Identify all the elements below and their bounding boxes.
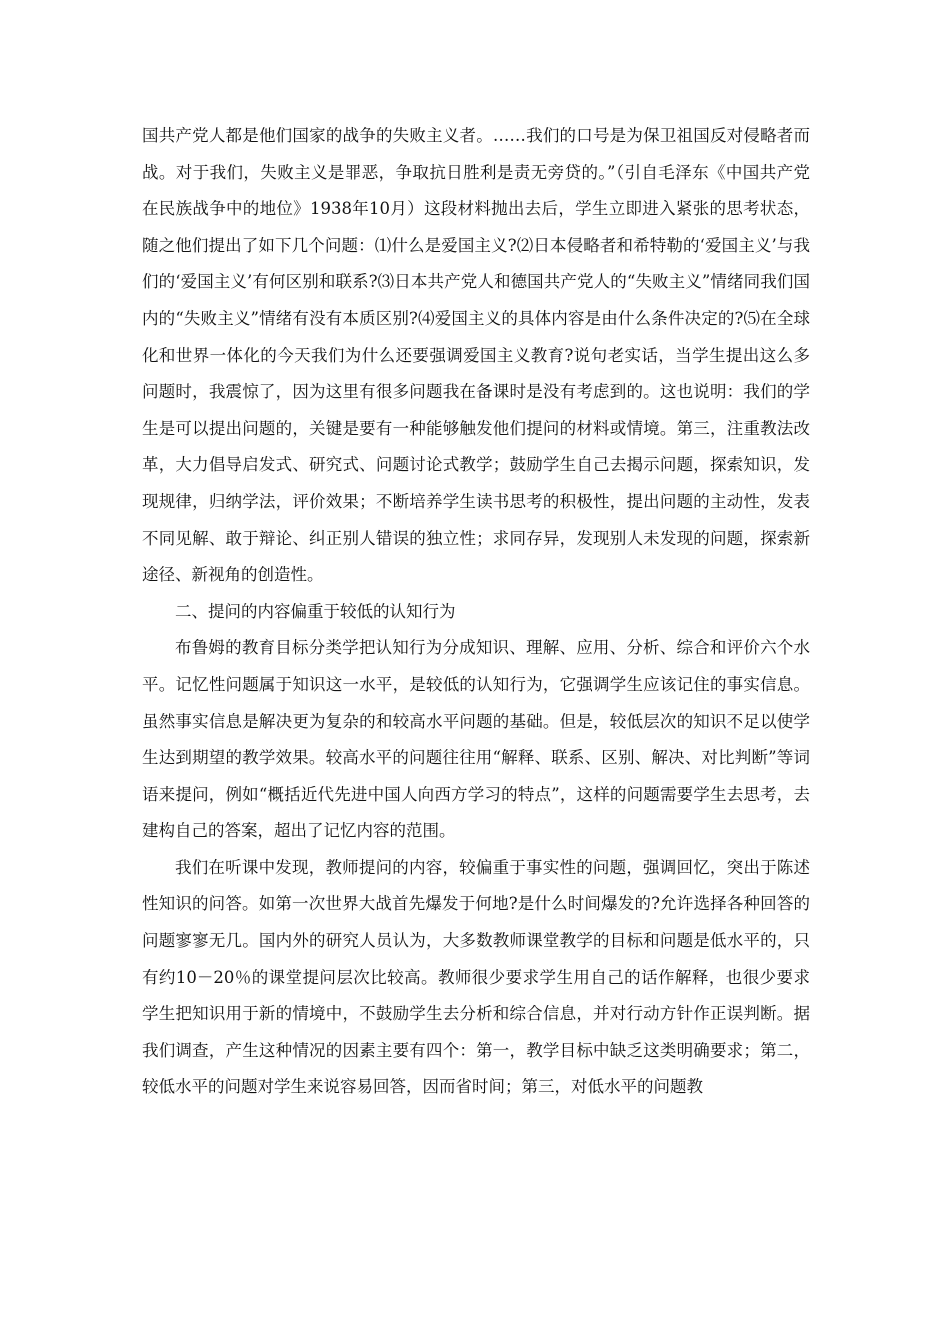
paragraph-bloom-taxonomy: 布鲁姆的教育目标分类学把认知行为分成知识、理解、应用、分析、综合和评价六个水平。记忆性问题属于知识这一水平，是较低的认知行为，它强调学生应该记住的事实信息。虽然事实信息是解决更为复杂的和较高水平问题的基础。但是，较低层次的知识不足以使学生达到期望的教学效果。较高水平的问题往往用“解释、联系、区别、解决、对比判断”等词语来提问，例如“概括近代先进中国人向西方学习的特点”，这样的问题需要学生去思考，去建构自己的答案，超出了记忆内容的范围。 [142,638,810,841]
section-heading: 二、提问的内容偏重于较低的认知行为 [175,601,456,621]
paragraph-classroom-observation: 我们在听课中发现，教师提问的内容，较偏重于事实性的问题，强调回忆，突出于陈述性知识的问答。如第一次世界大战首先爆发于何地?是什么时间爆发的?允许选择各种回答的问题寥寥无几。国内外的研究人员认为，大多数教师课堂教学的目标和问题是低水平的，只有约10－20％的课堂提问层次比较高。教师很少要求学生用自己的话作解释，也很少要求学生把知识用于新的情境中，不鼓励学生去分析和综合信息，并对行动方针作正误判断。据我们调查，产生这种情况的因素主要有四个：第一，教学目标中缺乏这类明确要求；第二，较低水平的问题对学生来说容易回答，因而省时间；第三，对低水平的问题教 [142,857,810,1097]
paragraph-continuation: 国共产党人都是他们国家的战争的失败主义者。……我们的口号是为保卫祖国反对侵略者而战。对于我们，失败主义是罪恶，争取抗日胜利是责无旁贷的。”（引自毛泽东《中国共产党在民族战争中的地位》1938年10月）这段材料抛出去后，学生立即进入紧张的思考状态，随之他们提出了如下几个问题：⑴什么是爱国主义?⑵日本侵略者和希特勒的‘爱国主义’与我们的‘爱国主义’有何区别和联系?⑶日本共产党人和德国共产党人的“失败主义”情绪同我们国内的“失败主义”情绪有没有本质区别?⑷爱国主义的具体内容是由什么条件决定的?⑸在全球化和世界一体化的今天我们为什么还要强调爱国主义教育?说句老实话，当学生提出这么多问题时，我震惊了，因为这里有很多问题我在备课时是没有考虑到的。这也说明：我们的学生是可以提出问题的，关键是要有一种能够触发他们提问的材料或情境。第三，注重教法改革，大力倡导启发式、研究式、问题讨论式教学；鼓励学生自己去揭示问题，探索知识，发现规律，归纳学法，评价效果；不断培养学生读书思考的积极性，提出问题的主动性，发表不同见解、敢于辩论、纠正别人错误的独立性；求同存异，发现别人未发现的问题，探索新途径、新视角的创造性。 [142,126,810,585]
document-page [142,118,810,1106]
